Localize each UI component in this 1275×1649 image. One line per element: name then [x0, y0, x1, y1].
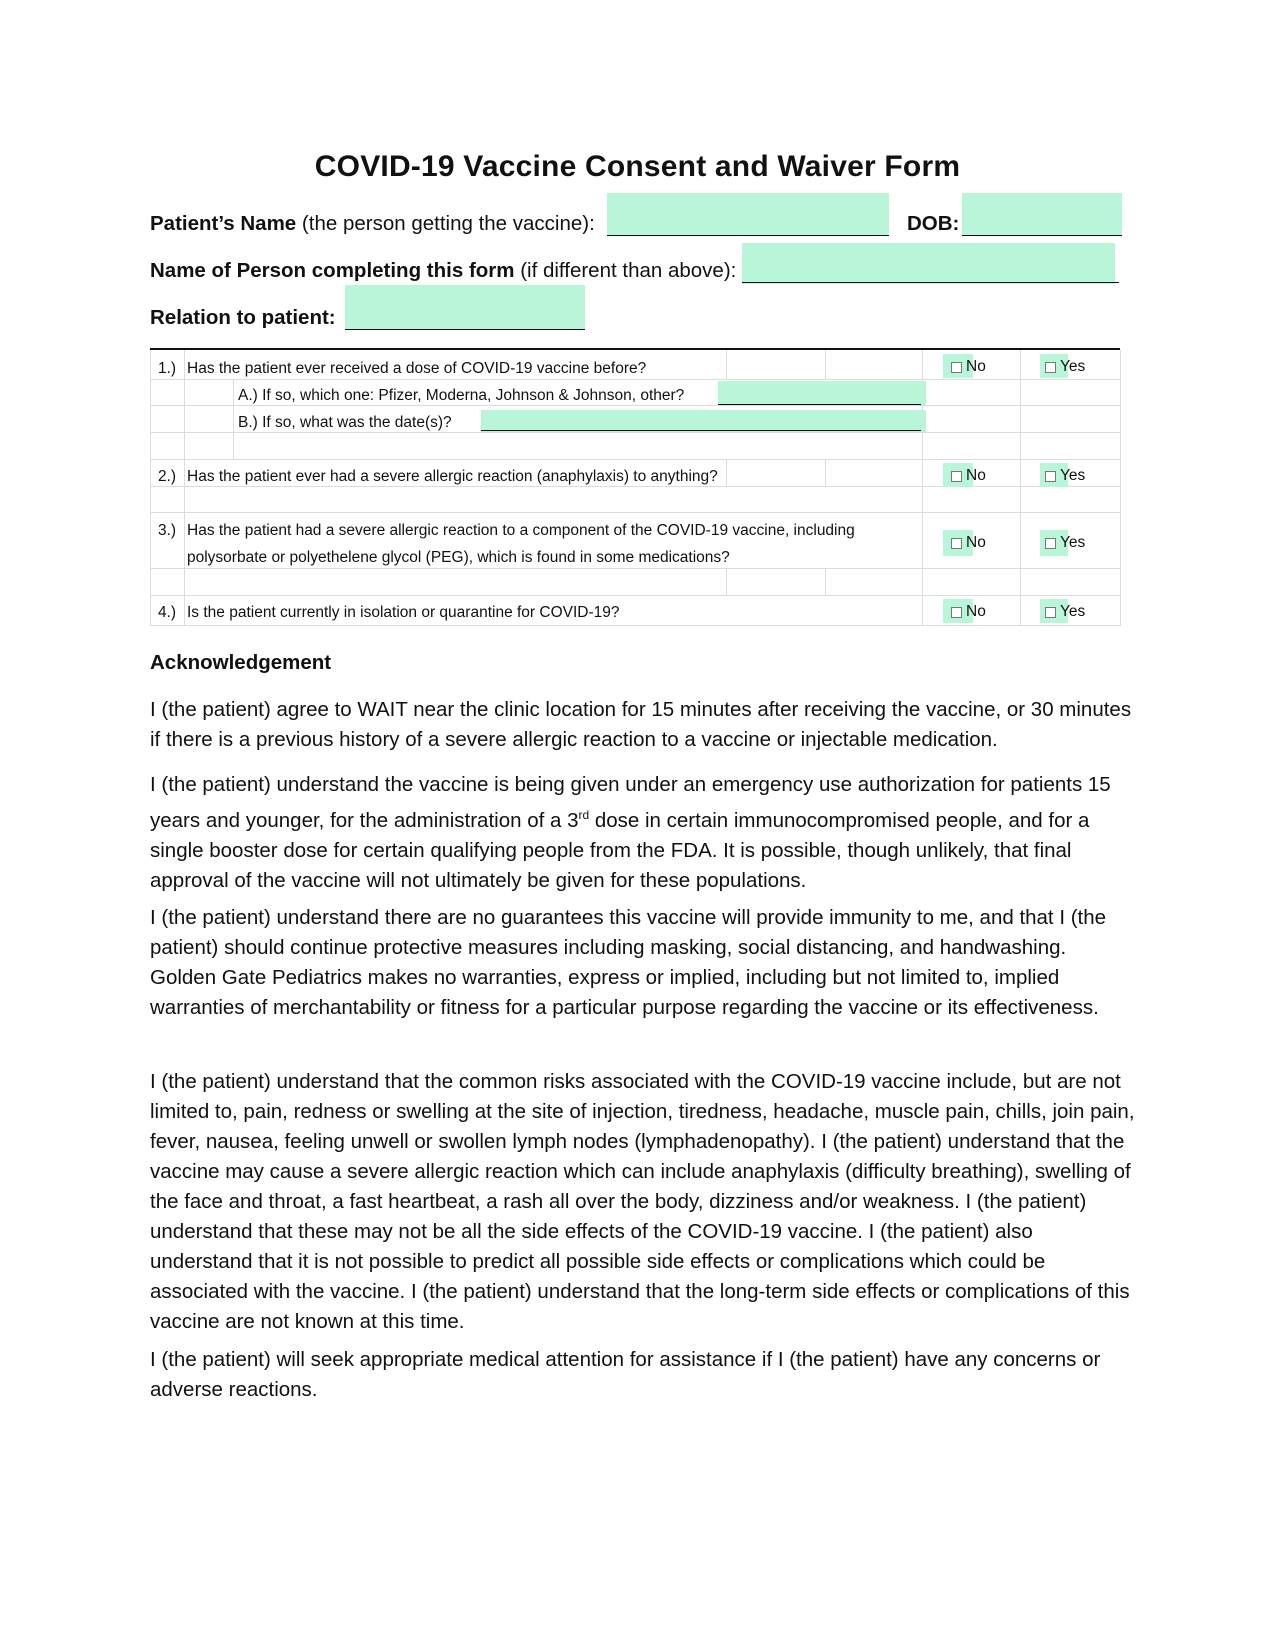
q4-yes-label: Yes	[1060, 603, 1086, 620]
grid-line	[726, 350, 727, 380]
checkbox-icon[interactable]	[951, 607, 962, 618]
q1-text: Has the patient ever received a dose of COVID-19 vaccine before?	[187, 360, 647, 377]
q3-text-line1: Has the patient had a severe allergic reaction to a component of the COVID-19 vaccine, including	[187, 522, 855, 539]
grid-line	[150, 486, 1120, 487]
q1b-underline	[481, 430, 921, 431]
checkbox-icon[interactable]	[951, 471, 962, 482]
acknowledgement-heading: Acknowledgement	[150, 651, 332, 674]
grid-line	[150, 350, 151, 626]
grid-line	[1020, 350, 1021, 626]
grid-line	[150, 625, 1120, 626]
completer-row	[150, 259, 736, 283]
completer-label: Name of Person completing this form	[150, 259, 515, 282]
grid-line	[184, 350, 185, 626]
relation-field[interactable]	[345, 285, 585, 330]
grid-line	[233, 379, 234, 459]
q4-no-option[interactable]	[951, 603, 986, 621]
ack-p2-before: I (the patient) understand the vaccine is being given under an emergency use authorization for patients 15 years and younger, for the administration of a 3	[150, 773, 1111, 832]
dob-row	[907, 212, 959, 236]
q4-yes-option[interactable]	[1045, 603, 1085, 621]
relation-underline	[345, 329, 585, 330]
checkbox-icon[interactable]	[1045, 538, 1056, 549]
patient-name-row	[150, 212, 595, 236]
completer-name-field[interactable]	[742, 243, 1115, 284]
ack-p2-superscript: rd	[578, 808, 590, 822]
grid-line	[150, 405, 1120, 406]
ack-paragraph-3: I (the patient) understand there are no guarantees this vaccine will provide immunity to me, and that I (the patient) should continue protective measures including masking, social distancing, and handwashing. Golden Gate Pediatrics makes no warranties, express or implied, including but not limited to, implied warranties of merchantability or fitness for a particular purpose regarding the vaccine or its effectiveness.	[150, 906, 1107, 1019]
q2-yes-option[interactable]	[1045, 467, 1085, 485]
ack-paragraph-2	[150, 770, 1135, 896]
patient-name-note: (the person getting the vaccine):	[301, 212, 595, 235]
q1-number: 1.)	[158, 360, 177, 377]
q4-no-label: No	[966, 603, 986, 620]
checkbox-icon[interactable]	[1045, 607, 1056, 618]
q1a-underline	[718, 404, 921, 405]
dob-underline	[962, 235, 1122, 236]
q3-yes-option[interactable]	[1045, 534, 1085, 552]
completer-note: (if different than above):	[520, 259, 737, 282]
patient-name-underline	[607, 235, 889, 236]
q3-yes-label: Yes	[1060, 534, 1086, 551]
q3-no-label: No	[966, 534, 986, 551]
patient-name-label: Patient’s Name	[150, 212, 297, 235]
grid-line	[726, 568, 727, 596]
q2-text: Has the patient ever had a severe allergic reaction (anaphylaxis) to anything?	[187, 468, 718, 485]
q1a-field[interactable]	[718, 381, 926, 405]
q2-number: 2.)	[158, 468, 177, 485]
grid-line	[726, 459, 727, 487]
form-title: COVID-19 Vaccine Consent and Waiver Form	[314, 150, 961, 183]
q4-number: 4.)	[158, 604, 177, 621]
table-top-border	[150, 348, 1120, 350]
patient-name-field[interactable]	[607, 193, 889, 236]
q2-no-label: No	[966, 467, 986, 484]
grid-line	[150, 379, 1120, 380]
grid-line	[1120, 350, 1121, 626]
grid-line	[150, 568, 1120, 569]
q1b-text: B.) If so, what was the date(s)?	[238, 414, 452, 431]
q1a-text: A.) If so, which one: Pfizer, Moderna, Johnson & Johnson, other?	[238, 387, 685, 404]
ack-paragraph-1: I (the patient) agree to WAIT near the clinic location for 15 minutes after receiving the vaccine, or 30 minutes if there is a previous history of a severe allergic reaction to a vaccine or injectable medication.	[150, 698, 1132, 751]
grid-line	[150, 595, 1120, 596]
checkbox-icon[interactable]	[1045, 471, 1056, 482]
grid-line	[150, 512, 1120, 513]
grid-line	[150, 459, 1120, 460]
q3-text-line2: polysorbate or polyethelene glycol (PEG), which is found in some medications?	[187, 549, 730, 566]
ack-paragraph-5: I (the patient) will seek appropriate medical attention for assistance if I (the patient) have any concerns or adverse reactions.	[150, 1348, 1101, 1401]
q3-number: 3.)	[158, 522, 177, 539]
q1-no-label: No	[966, 358, 986, 375]
relation-label: Relation to patient:	[150, 306, 336, 329]
completer-underline	[742, 282, 1119, 283]
q4-text: Is the patient currently in isolation or quarantine for COVID-19?	[187, 604, 620, 621]
grid-line	[825, 459, 826, 487]
ack-p2-after: dose in certain immunocompromised people, and for a single booster dose for certain qualifying people from the FDA. It is possible, though unlikely, that final approval of the vaccine will not ultimately be given for these populations.	[150, 808, 1090, 892]
grid-line	[150, 432, 1120, 433]
checkbox-icon[interactable]	[951, 362, 962, 373]
ack-paragraph-4: I (the patient) understand that the common risks associated with the COVID-19 vaccine include, but are not limited to, pain, redness or swelling at the site of injection, tiredness, headache, muscle pain, chills, join pain, fever, nausea, feeling unwell or swollen lymph nodes (lymphadenopathy). I (the patient) understand that the vaccine may cause a severe allergic reaction which can include anaphylaxis (difficulty breathing), swelling of the face and throat, a fast heartbeat, a rash all over the body, dizziness and/or weakness. I (the patient) understand that these may not be all the side effects of the COVID-19 vaccine. I (the patient) also understand that it is not possible to predict all possible side effects or complications which could be associated with the vaccine. I (the patient) understand that the long-term side effects or complications of this vaccine are not known at this time.	[150, 1070, 1135, 1333]
q3-no-option[interactable]	[951, 534, 986, 552]
dob-label: DOB:	[907, 212, 960, 235]
q1b-field[interactable]	[481, 410, 926, 432]
q2-no-option[interactable]	[951, 467, 986, 485]
grid-line	[825, 568, 826, 596]
q1-yes-label: Yes	[1060, 358, 1086, 375]
q1-no-option[interactable]	[951, 358, 986, 376]
dob-field[interactable]	[962, 193, 1122, 236]
checkbox-icon[interactable]	[951, 538, 962, 549]
checkbox-icon[interactable]	[1045, 362, 1056, 373]
relation-row	[150, 306, 336, 330]
grid-line	[825, 350, 826, 380]
q1-yes-option[interactable]	[1045, 358, 1085, 376]
q2-yes-label: Yes	[1060, 467, 1086, 484]
